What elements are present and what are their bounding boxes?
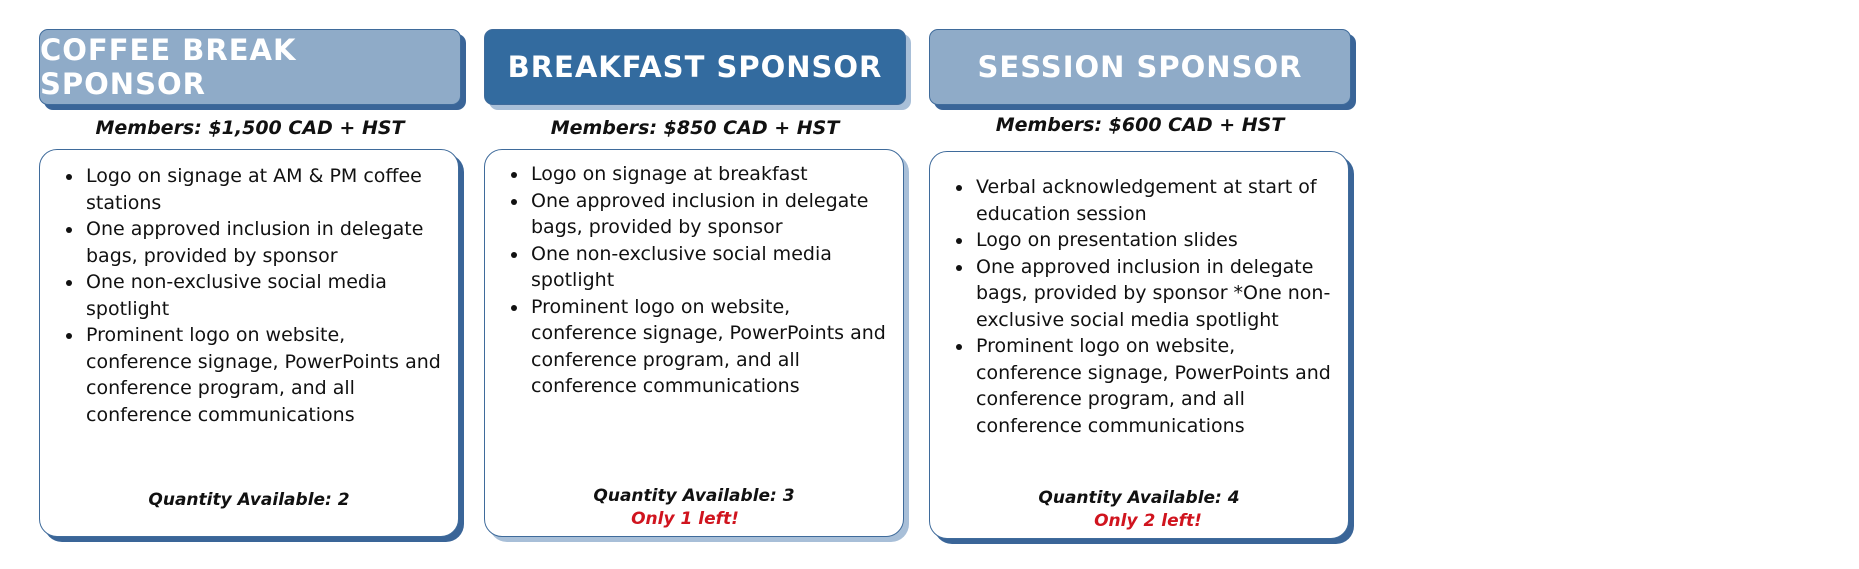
quantity-available: Quantity Available: 2: [148, 490, 350, 510]
benefit-item: • One approved inclusion in delegate bags, provided by sponsor: [84, 216, 444, 269]
benefits-list: [40, 163, 458, 428]
benefit-item: • Verbal acknowledgement at start of education session: [974, 174, 1342, 227]
benefit-item: • Logo on presentation slides: [974, 227, 1342, 254]
package-price: Members: $600 CAD + HST: [995, 114, 1285, 136]
benefit-item: • Logo on signage at breakfast: [529, 161, 889, 188]
benefit-item: • One non-exclusive social media spotlight: [529, 241, 889, 294]
remaining-badge: Only 2 left!: [1094, 511, 1202, 531]
benefit-item: • One non-exclusive social media spotlight: [84, 269, 444, 322]
sponsor-package-session: [929, 29, 1351, 531]
package-title: BREAKFAST SPONSOR: [484, 29, 906, 105]
benefits-list: [485, 161, 903, 400]
package-title: SESSION SPONSOR: [929, 29, 1351, 105]
package-details-card: [484, 149, 904, 537]
package-details-card: [929, 151, 1349, 539]
remaining-badge: Only 1 left!: [631, 509, 739, 529]
benefit-item: • One approved inclusion in delegate bags, provided by sponsor: [529, 188, 889, 241]
quantity-available: Quantity Available: 3: [593, 486, 795, 506]
sponsor-package-coffee-break: [39, 29, 461, 510]
package-price: Members: $850 CAD + HST: [550, 117, 840, 139]
package-title: COFFEE BREAK SPONSOR: [39, 29, 461, 105]
benefit-item: • Prominent logo on website, conference signage, PowerPoints and conference program, and all conference communications: [529, 294, 889, 400]
benefit-item: • Prominent logo on website, conference signage, PowerPoints and conference program, and all conference communications: [974, 333, 1342, 439]
quantity-available: Quantity Available: 4: [1038, 488, 1240, 508]
benefit-item: • One approved inclusion in delegate bags, provided by sponsor *One non-exclusive social media spotlight: [974, 254, 1342, 334]
sponsor-package-breakfast: [484, 29, 906, 529]
package-details-card: [39, 149, 459, 537]
benefits-list: [930, 174, 1348, 439]
package-price: Members: $1,500 CAD + HST: [95, 117, 405, 139]
benefit-item: • Prominent logo on website, conference signage, PowerPoints and conference program, and all conference communications: [84, 322, 444, 428]
benefit-item: • Logo on signage at AM & PM coffee stations: [84, 163, 444, 216]
